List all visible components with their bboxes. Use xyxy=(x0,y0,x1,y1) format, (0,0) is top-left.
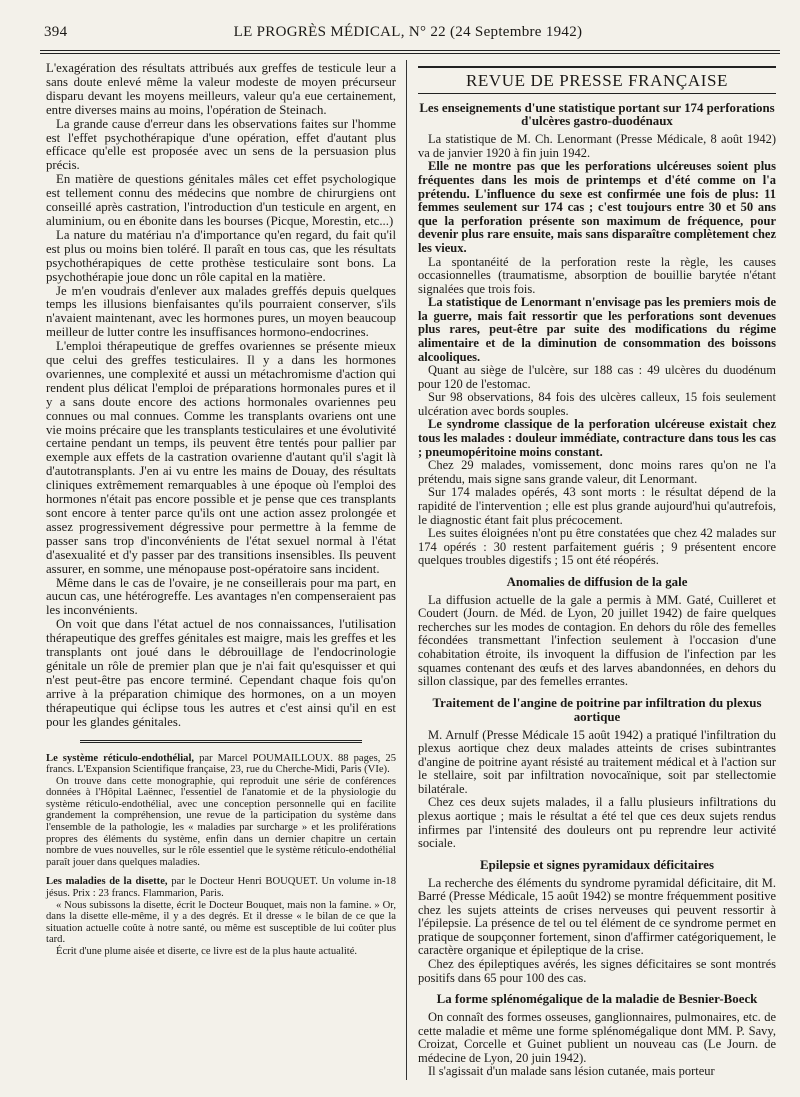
book-title: Les maladies de la disette, xyxy=(46,876,168,888)
paragraph: La grande cause d'erreur dans les observations faites sur l'homme est l'effet psychothérapique d'une opération, effet d'autant plus efficace qu'elle est proposée avec un sens de la persuasion plus précis. xyxy=(46,116,396,173)
book-review-heading xyxy=(46,876,396,899)
article-title: Epilepsie et signes pyramidaux déficitaires xyxy=(480,857,714,872)
article-paragraph: La statistique de Lenormant n'envisage pas les premiers mois de la guerre, mais fait ressortir que les perforations sont devenues plus rares, peut-être par suite des modifications du régime alimentaire et de la diminution de consommation des boissons alcooliques. xyxy=(418,295,776,364)
right-column xyxy=(418,66,776,1079)
article-paragraph: Chez des épileptiques avérés, les signes déficitaires se sont montrés positifs dans 65 pour 100 des cas. xyxy=(418,957,776,985)
paragraph: La nature du matériau n'a d'importance qu'en regard, du fait qu'il est plus ou moins bien toléré. Il paraît en tous cas, que les résultats psychothérapiques de cette prothèse testiculaire sont bons. La psychothérapie joue donc un rôle capital en la matière. xyxy=(46,227,396,284)
article-paragraph: Elle ne montre pas que les perforations ulcéreuses soient plus fréquentes dans les mois de printemps et d'été comme on l'a prétendu. L'influence du sexe est confirmée une fois de plus: 11 femmes seulement sur 174 cas ; c'est toujours entre 30 et 50 ans que la perforation présente son maximum de fréquence, pour devenir plus rare ensuite, mais sans disparaître complètement chez les vieux. xyxy=(418,159,776,255)
header-rule-2 xyxy=(40,53,780,54)
running-header xyxy=(44,24,772,46)
article-paragraph: La statistique de M. Ch. Lenormant (Presse Médicale, 8 août 1942) va de janvier 1920 à fin juin 1942. xyxy=(418,132,776,160)
header-rule xyxy=(40,50,780,51)
article-paragraph: La recherche des éléments du syndrome pyramidal déficitaire, dit M. Barré (Presse Médicale, 15 août 1942) se montre fréquemment positive chez les sujets atteints de crises nerveuses qui peuvent ressortir à l'épilepsie. La présence de tel ou tel élément de ce syndrome permet en pratique de soupçonner fortement, sinon d'affirmer catégoriquement, le caractère organique et épileptique de la crise. xyxy=(418,875,776,958)
article-title: Anomalies de diffusion de la gale xyxy=(506,574,688,589)
paragraph: L'exagération des résultats attribués aux greffes de testicule leur a sans doute enlevé même la valeur modeste de moyen précurseur disparu devant les moyens meilleurs, valeur qu'a eue certainement, entre diverses mains au moins, l'opération de Steinach. xyxy=(46,61,396,117)
article-paragraph: Le syndrome classique de la perforation ulcéreuse existait chez tous les malades : douleur immédiate, contracture dans tous les cas ; pneumopéritoine moins constant. xyxy=(418,417,776,459)
article-paragraph: Il s'agissait d'un malade sans lésion cutanée, mais porteur xyxy=(428,1064,715,1079)
section-separator xyxy=(80,740,362,743)
article-paragraph: M. Arnulf (Presse Médicale 15 août 1942) a pratiqué l'infiltration du plexus aortique chez deux malades atteints de crises subintrantes d'angine de poitrine ayant résisté au traitement médical et à l'action sur le stellaire, soit par infiltration novocaïnique, soit par stellectomie bilatérale. xyxy=(418,727,776,796)
article-paragraph: Quant au siège de l'ulcère, sur 188 cas : 49 ulcères du duodénum pour 120 de l'estomac. xyxy=(418,363,776,391)
article-paragraph: Chez ces deux sujets malades, il a fallu plusieurs infiltrations du plexus aortique ; mais le résultat a été tel que ces deux sujets rendus infirmes par l'intensité des douleurs ont pu reprendre leur activité sociale. xyxy=(418,795,776,851)
paragraph: En matière de questions génitales mâles cet effet psychologique est tellement connu des médecins que nombre de chirurgiens ont conseillé après castration, l'introduction d'un testicule en argent, en aluminium, ou en ébonite dans les bourses (Picque, Morestin, etc...) xyxy=(46,172,396,228)
article-paragraph: Sur 98 observations, 84 fois des ulcères calleux, 15 fois seulement ulcération avec bords souples. xyxy=(418,390,776,418)
review-text: « Nous subissons la disette, écrit le Docteur Bouquet, mais non la famine. » Or, dans la disette elle-même, il y a des degrés. Et il dresse « le bilan de ce que la situation actuelle coûte à notre santé, ou même est susceptible de lui coûter plus tard. xyxy=(46,899,396,946)
article-paragraph: On connaît des formes osseuses, ganglionnaires, pulmonaires, etc. de cette maladie et même une forme splénomégalique dont MM. P. Savy, Croizat, Corcelle et Guinet publient un nouveau cas (Le Journ. de médecine de Lyon, 20 juin 1942). xyxy=(418,1010,776,1065)
book-review xyxy=(46,876,396,957)
paragraph: Même dans le cas de l'ovaire, je ne conseillerais pour ma part, en aucun cas, une hétérogreffe. Les avantages n'en compenseraient pas les inconvénients. xyxy=(46,575,396,618)
article-title: Les enseignements d'une statistique portant sur 174 perforations d'ulcères gastro-duodénaux xyxy=(419,100,775,129)
book-review-heading xyxy=(46,753,396,776)
book-meta: par le Docteur Henri BOUQUET. Un volume in-18 jésus. Prix : 23 francs. Flammarion, Paris. xyxy=(46,876,396,900)
book-title: Le système réticulo-endothélial, xyxy=(46,752,195,764)
article-title: La forme splénomégalique de la maladie de Besnier-Boeck xyxy=(436,992,758,1007)
book-review xyxy=(46,753,396,869)
book-meta: par Marcel POUMAILLOUX. 88 pages, 25 francs. L'Expansion Scientifique française, 23, rue du Cherche-Midi, Paris (VIe). xyxy=(46,752,396,776)
review-text: On trouve dans cette monographie, qui reproduit une série de conférences données à l'Hôpital Laënnec, l'essentiel de l'anatomie et de la physiologie du système réticulo-endothélial, avec une conception personnelle qui en facilite grandement la compréhension, une revue de la participation du système dans l'ensemble de la pathologie, les « maladies par surcharge » et les proliférations propres des éléments du système, enfin dans un dernier chapitre un certain nombre de vues nouvelles, sur le rôle essentiel que le système réticulo-endothélial paraît jouer dans quelques maladies. xyxy=(46,775,396,868)
column-divider xyxy=(406,60,407,1080)
section-title: REVUE DE PRESSE FRANÇAISE xyxy=(418,66,776,94)
article-title: Traitement de l'angine de poitrine par infiltration du plexus aortique xyxy=(432,695,762,724)
article-paragraph: Sur 174 malades opérés, 43 sont morts : le résultat dépend de la rapidité de l'intervention ; elle est plus grande aujourd'hui qu'autrefois, le diagnostic étant fait plus précocement. xyxy=(418,485,776,527)
page-number: 394 xyxy=(44,24,68,40)
article-paragraph: La spontanéité de la perforation reste la règle, les causes occasionnelles (traumatisme, absorption de bouillie barytée n'étant signalées que trois fois. xyxy=(418,254,776,296)
review-text: Écrit d'une plume aisée et diserte, ce livre est de la plus haute actualité. xyxy=(56,946,358,957)
paragraph: Je m'en voudrais d'enlever aux malades greffés depuis quelques temps les illusions bienfaisantes qu'ils pourraient conserver, s'ils n'avaient maintenant, avec les hormones pures, un moyen beaucoup meilleur de lutter contre les insuffisances hormono-endocrines. xyxy=(46,283,396,340)
article-paragraph: Chez 29 malades, vomissement, donc moins rares qu'on ne l'a prétendu, mais signe sans grande valeur, dit Lenormant. xyxy=(418,458,776,486)
article-paragraph: Les suites éloignées n'ont pu être constatées que chez 42 malades sur 174 opérés : 30 restent parfaitement guéris ; 9 présentent encore quelques troubles digestifs ; 15 ont été réopérés. xyxy=(418,526,776,568)
paragraph: L'emploi thérapeutique de greffes ovariennes se présente mieux que celui des greffes testiculaires. Il y a dans les hormones ovariennes, une complexité et aussi un métachromisme d'action qui rendent plus délicat l'emploi de préparations hormonales pures et il y a sans doute encore des actions hormonales ovariennes peu connues ou mal connues. Comme les transplants ovariens ont une vie moins précaire que les transplants testiculaires et une évolutivité certaine pendant un temps, ils peuvent être tentés pour pallier par exemple aux effets de la castration ovarienne d'autant qu'il s'agit là d'autotransplants. J'en ai vu entre les mains de Douay, des résultats cliniques extrêmement remarquables à une époque où l'emploi des hormones n'était pas encore possible et je pense que ces transplants sont encore à tenter parce qu'ils ont une action assez prolongée et assez progressivement dégressive pour permettre à la femme de passer sans trop d'inconvénients de l'état sexuel normal à l'état d'asexualité et d'y passer par des transitions insensibles. Ils peuvent assurer, en somme, une ménopause post-opératoire sans incident. xyxy=(46,339,396,576)
paragraph: On voit que dans l'état actuel de nos connaissances, l'utilisation thérapeutique des greffes génitales est maigre, mais les greffes et les transplants ont joué dans le débrouillage de l'endocrinologie génitale un rôle de premier plan que je n'ai fait qu'esquisser et qui n'est peut-être pas encore terminé. Cependant chaque fois qu'on arrive à la préparation chimique des hormones, on a un moyen thérapeutique qui éclipse tous les autres et c'est ainsi qu'il en est pour les glandes génitales. xyxy=(46,617,396,729)
left-column xyxy=(46,62,396,958)
article-paragraph: La diffusion actuelle de la gale a permis à MM. Gaté, Cuilleret et Coudert (Journ. de Méd. de Lyon, 20 juillet 1942) de faire quelques recherches sur les modes de contagion. En dehors du rôle des femelles fécondées transmettant l'infection seulement à l'occasion d'une cohabitation étroite, ils invoquent la diffusion de l'infection par les squames contenant des œufs et des larves abandonnées, en dehors du sillon classique, par des femelles errantes. xyxy=(418,592,776,689)
journal-title: LE PROGRÈS MÉDICAL, N° 22 (24 Septembre 1942) xyxy=(233,24,583,40)
